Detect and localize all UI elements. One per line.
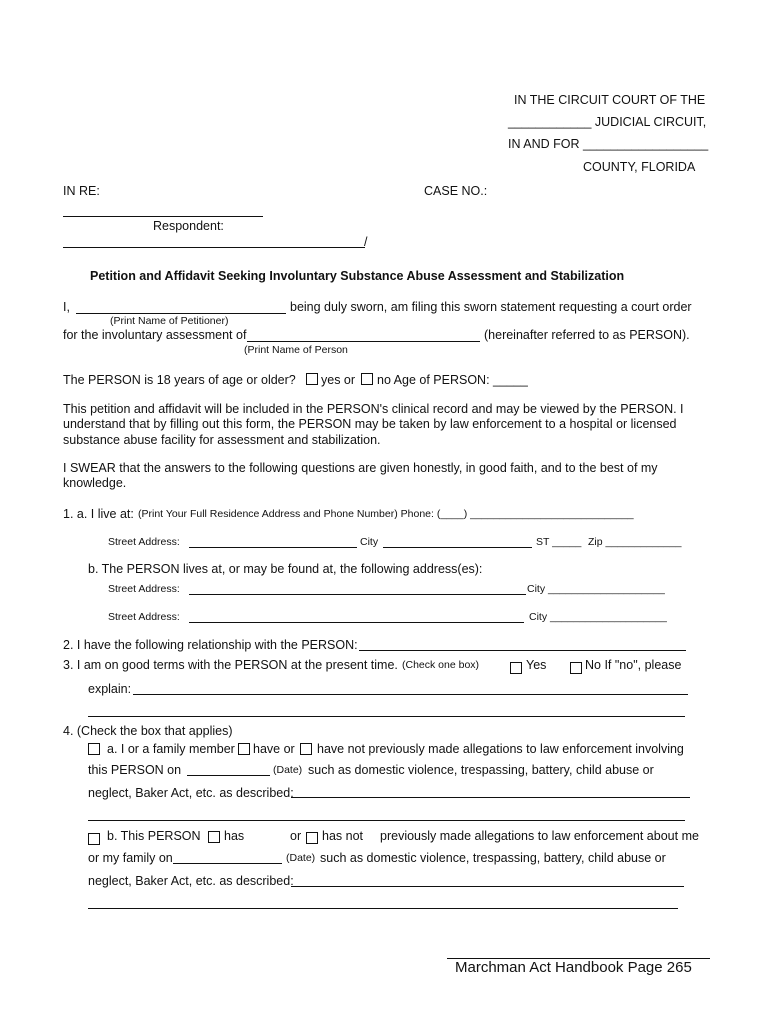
q3-no-label: No If "no", please (585, 658, 682, 672)
q2-label: 2. I have the following relationship with the PERSON: (63, 638, 358, 652)
q4b-neglect-label: neglect, Baker Act, etc. as described: (88, 874, 294, 888)
q4b-has-not-checkbox[interactable] (306, 832, 318, 844)
q4a-label: a. I or a family member (107, 742, 235, 756)
city-label-a: City (360, 536, 379, 548)
q4a-date-field[interactable] (187, 775, 270, 776)
q4a-checkbox[interactable] (88, 743, 100, 755)
court-line-1: IN THE CIRCUIT COURT OF THE (514, 93, 706, 107)
q4b-or-label: or (290, 829, 302, 843)
q1a-hint: (Print Your Full Residence Address and Phone Number) Phone: (____) ____________________________ (138, 508, 634, 520)
q4b-description-field-1[interactable] (291, 886, 684, 887)
city-field-a[interactable] (383, 547, 532, 548)
q4b-label: b. This PERSON (107, 829, 201, 843)
sworn-text: being duly sworn, am filing this sworn statement requesting a court order (290, 300, 692, 314)
age-yes-label: yes or (321, 373, 356, 387)
q4b-such-as: such as domestic violence, trespassing, battery, child abuse or (320, 851, 666, 865)
q4a-such-as: such as domestic violence, trespassing, battery, child abuse or (308, 763, 654, 777)
q4a-this-person: this PERSON on (88, 763, 182, 777)
hereinafter-text: (hereinafter referred to as PERSON). (484, 328, 690, 342)
street-address-label-b2: Street Address: (108, 611, 180, 623)
form-title: Petition and Affidavit Seeking Involuntary Substance Abuse Assessment and Stabilization (90, 269, 625, 283)
i-label: I, (63, 300, 70, 314)
case-no-label: CASE NO.: (424, 184, 488, 198)
q3-hint: (Check one box) (402, 659, 480, 671)
age-no-checkbox[interactable] (361, 373, 373, 385)
q4b-previously-text: previously made allegations to law enforcement about me (380, 829, 699, 843)
street-address-field-b2[interactable] (189, 622, 524, 623)
relationship-field[interactable] (359, 650, 686, 651)
person-name-field[interactable] (247, 341, 480, 342)
q4a-description-field-2[interactable] (88, 820, 685, 821)
q4b-has-label: has (224, 829, 245, 843)
q1a-label: 1. a. I live at: (63, 507, 134, 521)
q4b-date-hint: (Date) (286, 852, 316, 864)
q4a-description-field-1[interactable] (291, 797, 690, 798)
age-yes-checkbox[interactable] (306, 373, 318, 385)
q4a-have-not-label: have not previously made allegations to law enforcement involving (317, 742, 684, 756)
age-question: The PERSON is 18 years of age or older? (63, 373, 296, 387)
for-assessment-text: for the involuntary assessment of (63, 328, 247, 342)
q3-label: 3. I am on good terms with the PERSON at the present time. (63, 658, 398, 672)
person-hint: (Print Name of Person (244, 344, 348, 356)
explain-field-1[interactable] (133, 694, 688, 695)
q4b-or-family: or my family on (88, 851, 173, 865)
in-re-label: IN RE: (63, 184, 100, 198)
q4a-neglect-label: neglect, Baker Act, etc. as described: (88, 786, 294, 800)
notice-paragraph: This petition and affidavit will be included in the PERSON's clinical record and may be viewed by the PERSON. I understand that by filling out this form, the PERSON may be taken by law enforcement to a hospital or licensed substance abuse facility for assessment and stabilization. (63, 402, 684, 447)
q3-no-checkbox[interactable] (570, 662, 582, 674)
age-no-label: no Age of PERSON: _____ (377, 373, 528, 387)
court-line-3: IN AND FOR __________________ (508, 137, 709, 151)
caption-close-line (63, 247, 365, 248)
respondent-label: Respondent: (153, 219, 224, 233)
q4-intro: 4. (Check the box that applies) (63, 724, 233, 738)
court-line-4: COUNTY, FLORIDA (583, 160, 696, 174)
q4b-has-checkbox[interactable] (208, 831, 220, 843)
q4b-date-field[interactable] (173, 863, 282, 864)
q4a-date-hint: (Date) (273, 764, 303, 776)
caption-slash: / (364, 235, 368, 249)
petitioner-name-field[interactable] (76, 313, 286, 314)
q4a-have-label: have or (253, 742, 295, 756)
street-address-label-b1: Street Address: (108, 583, 180, 595)
footer-page-label: Marchman Act Handbook Page 265 (455, 959, 692, 976)
street-address-field-a[interactable] (189, 547, 357, 548)
court-line-2: ____________ JUDICIAL CIRCUIT, (508, 115, 707, 129)
q3-yes-label: Yes (526, 658, 547, 672)
q4b-checkbox[interactable] (88, 833, 100, 845)
city-label-b2: City ____________________ (529, 611, 667, 623)
street-address-label-a: Street Address: (108, 536, 180, 548)
petitioner-hint: (Print Name of Petitioner) (110, 315, 229, 327)
swear-paragraph: I SWEAR that the answers to the following questions are given honestly, in good faith, and to the best of my knowledge. (63, 461, 658, 491)
q4a-have-not-checkbox[interactable] (300, 743, 312, 755)
city-label-b1: City ____________________ (527, 583, 665, 595)
respondent-name-line[interactable] (63, 216, 263, 217)
explain-field-2[interactable] (88, 716, 685, 717)
q4b-has-not-label: has not (322, 829, 364, 843)
state-label-a: ST _____ (536, 536, 582, 548)
q3-yes-checkbox[interactable] (510, 662, 522, 674)
q4b-description-field-2[interactable] (88, 908, 678, 909)
q1b-label: b. The PERSON lives at, or may be found at, the following address(es): (88, 562, 483, 576)
q4a-have-checkbox[interactable] (238, 743, 250, 755)
explain-label: explain: (88, 682, 132, 696)
street-address-field-b1[interactable] (189, 594, 526, 595)
zip-label-a: Zip _____________ (588, 536, 682, 548)
